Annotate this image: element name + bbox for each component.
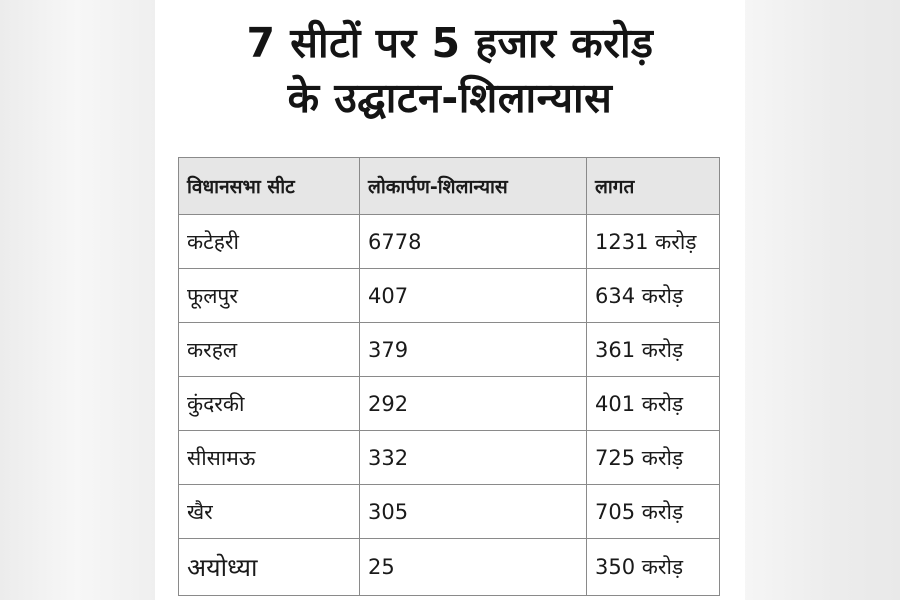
seat-cost-table: [178, 157, 720, 596]
cell-count: 292: [360, 377, 587, 431]
cell-seat: कटेहरी: [179, 215, 360, 269]
cell-count: 332: [360, 431, 587, 485]
header-seat: विधानसभा सीट: [179, 158, 360, 215]
headline-line-2: के उद्घाटन-शिलान्यास: [287, 74, 613, 122]
cell-cost: 705 करोड़: [587, 485, 720, 539]
table-row: [179, 539, 720, 596]
cell-seat: सीसामऊ: [179, 431, 360, 485]
right-background-blur: [740, 0, 900, 600]
cell-cost: 634 करोड़: [587, 269, 720, 323]
table-row: [179, 485, 720, 539]
cell-count: 6778: [360, 215, 587, 269]
cell-cost: 350 करोड़: [587, 539, 720, 596]
cell-count: 407: [360, 269, 587, 323]
table-body: [179, 215, 720, 596]
header-inauguration-foundation: लोकार्पण-शिलान्यास: [360, 158, 587, 215]
cell-cost: 1231 करोड़: [587, 215, 720, 269]
cell-count: 25: [360, 539, 587, 596]
table-row: [179, 323, 720, 377]
headline-line-1: 7 सीटों पर 5 हजार करोड़: [246, 19, 654, 67]
cell-seat: अयोध्या: [179, 539, 360, 596]
table-row: [179, 215, 720, 269]
left-background-blur: [0, 0, 155, 600]
cell-cost: 401 करोड़: [587, 377, 720, 431]
header-cost: लागत: [587, 158, 720, 215]
headline: [155, 16, 745, 126]
table-row: [179, 431, 720, 485]
cell-seat: फूलपुर: [179, 269, 360, 323]
table-header: [179, 158, 720, 215]
cell-count: 379: [360, 323, 587, 377]
cell-cost: 725 करोड़: [587, 431, 720, 485]
news-graphic-card: [155, 0, 745, 600]
table-row: [179, 269, 720, 323]
table-row: [179, 377, 720, 431]
table-header-row: [179, 158, 720, 215]
cell-count: 305: [360, 485, 587, 539]
cell-seat: करहल: [179, 323, 360, 377]
cell-seat: खैर: [179, 485, 360, 539]
cell-seat: कुंदरकी: [179, 377, 360, 431]
cell-cost: 361 करोड़: [587, 323, 720, 377]
